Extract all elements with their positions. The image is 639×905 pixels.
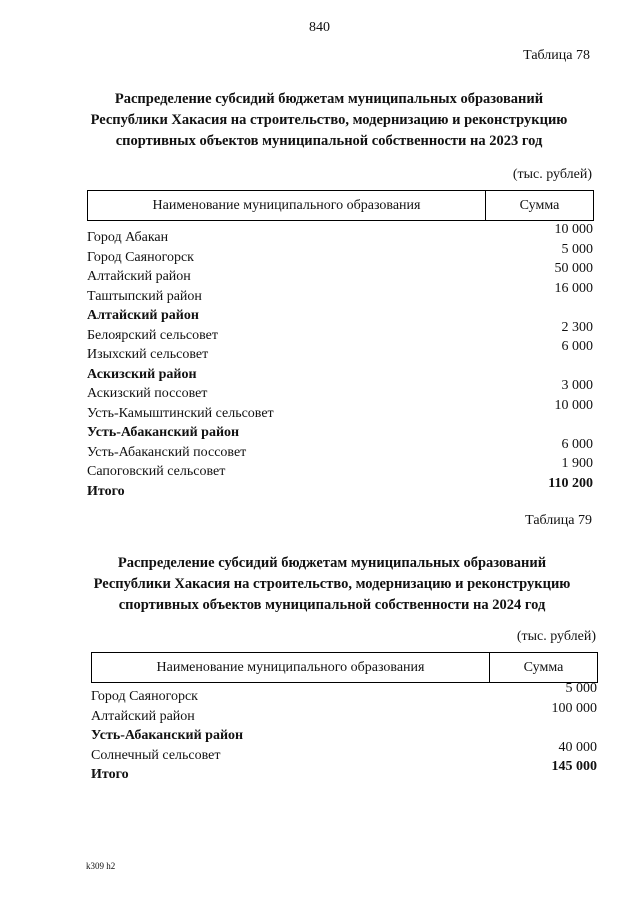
row-value: 16 000 — [554, 280, 593, 296]
group-name: Алтайский район — [87, 308, 199, 323]
row-name: Город Саяногорск — [87, 249, 194, 265]
table-group-header — [91, 726, 597, 746]
row-name: Усть-Абаканский поссовет — [87, 444, 247, 460]
table-row — [87, 319, 593, 346]
table-row — [87, 280, 593, 307]
table-row — [87, 456, 593, 482]
footer-code: k309 h2 — [86, 861, 116, 871]
table-header — [91, 652, 598, 683]
row-value: 6 000 — [561, 436, 593, 452]
row-name: Алтайский район — [87, 269, 191, 284]
row-value: 1 900 — [561, 456, 593, 471]
table-row — [87, 436, 593, 463]
row-name: Белоярский сельсовет — [87, 327, 218, 343]
table-title — [60, 89, 598, 152]
table-row — [87, 261, 593, 287]
row-value: 5 000 — [565, 681, 597, 696]
group-name: Аскизский район — [87, 366, 197, 382]
group-name: Усть-Абаканский район — [87, 425, 240, 440]
title-line: Республики Хакасия на строительство, модернизацию и реконструкцию — [90, 112, 568, 128]
row-name: Город Абакан — [87, 230, 169, 245]
row-name: Город Саяногорск — [91, 689, 198, 704]
table-group-header — [87, 423, 593, 443]
title-line: Республики Хакасия на строительство, модернизацию и реконструкцию — [93, 576, 571, 592]
row-value: 100 000 — [551, 700, 597, 716]
table-row — [91, 681, 597, 707]
row-value: 50 000 — [554, 261, 593, 276]
row-name: Солнечный сельсовет — [91, 747, 221, 763]
column-header-name: Наименование муниципального образования — [88, 191, 486, 220]
row-name: Изыхский сельсовет — [87, 347, 209, 362]
table-row — [87, 241, 593, 268]
title-line: Распределение субсидий бюджетам муниципальных образований — [114, 91, 544, 107]
row-name: Таштыпский район — [87, 288, 202, 304]
table-title — [62, 553, 602, 616]
total-label: Итого — [91, 767, 129, 782]
row-value: 3 000 — [561, 378, 593, 393]
unit-label: (тыс. рублей) — [512, 167, 592, 182]
total-label: Итого — [87, 483, 125, 499]
table-total-row — [87, 475, 593, 502]
table-row — [87, 378, 593, 404]
row-value: 6 000 — [561, 339, 593, 354]
column-header-name: Наименование муниципального образования — [92, 653, 490, 682]
table-row — [87, 397, 593, 424]
column-header-sum: Сумма — [523, 659, 564, 675]
row-name: Сапоговский сельсовет — [87, 464, 226, 479]
row-name: Усть-Камыштинский сельсовет — [87, 405, 274, 421]
table-total-row — [91, 759, 597, 785]
table-row — [91, 700, 597, 727]
table-row — [87, 222, 593, 248]
table-row — [87, 339, 593, 365]
page-number: 840 — [309, 20, 330, 35]
column-header-sum: Сумма — [519, 197, 560, 213]
title-line: спортивных объектов муниципальной собственности на 2023 год — [115, 133, 543, 149]
total-value: 110 200 — [548, 475, 593, 491]
total-value: 145 000 — [551, 759, 597, 774]
table-label: Таблица 78 — [523, 48, 590, 63]
table-row — [91, 739, 597, 766]
table-group-header — [87, 306, 593, 326]
title-line: Распределение субсидий бюджетам муниципальных образований — [117, 555, 547, 571]
group-name: Усть-Абаканский район — [91, 728, 244, 743]
row-value: 5 000 — [561, 241, 593, 257]
row-value: 40 000 — [558, 739, 597, 755]
row-value: 10 000 — [554, 222, 593, 237]
row-value: 2 300 — [561, 319, 593, 335]
table-header — [87, 190, 594, 221]
table-label: Таблица 79 — [525, 513, 592, 528]
row-name: Алтайский район — [91, 708, 195, 724]
title-line: спортивных объектов муниципальной собственности на 2024 год — [118, 597, 546, 613]
unit-label: (тыс. рублей) — [516, 629, 596, 644]
row-name: Аскизский поссовет — [87, 386, 208, 401]
table-group-header — [87, 365, 593, 385]
row-value: 10 000 — [554, 397, 593, 413]
